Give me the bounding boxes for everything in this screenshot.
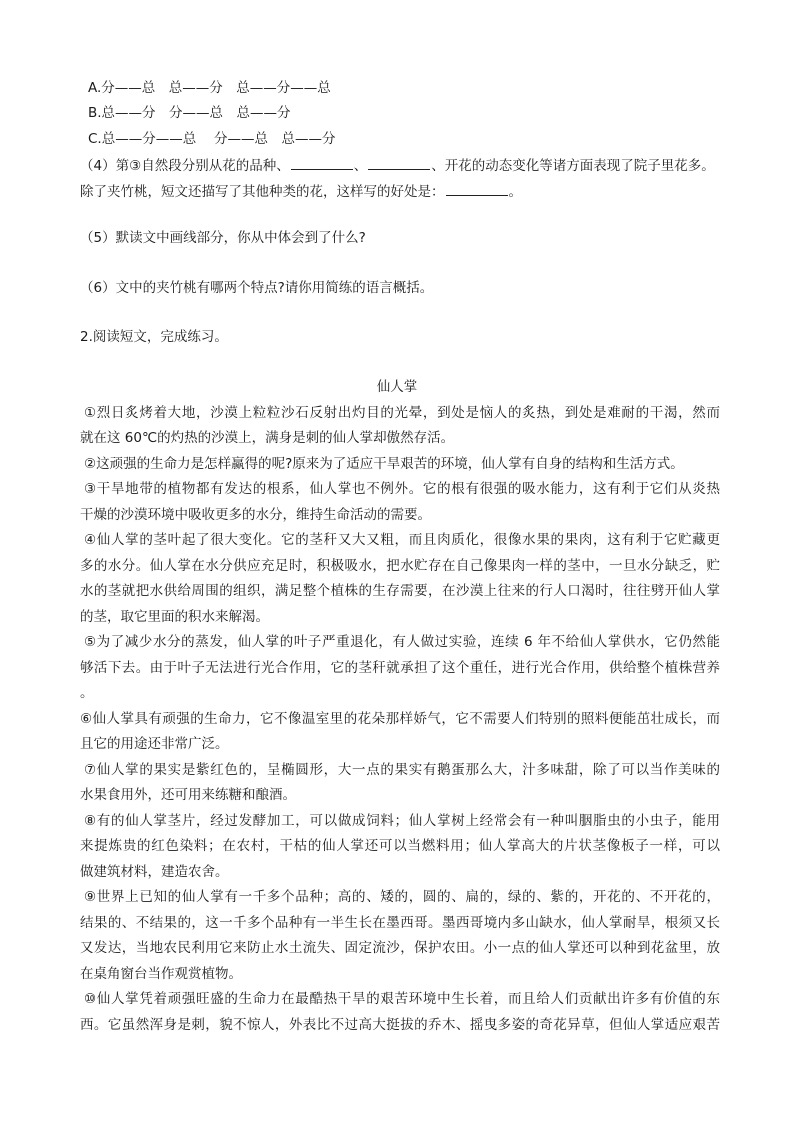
question-4-text-5: 。 — [508, 184, 522, 200]
article-line: ②这顽强的生命力是怎样赢得的呢?原来为了适应干旱艰苦的环境，仙人掌有自身的结构和生活方式。 — [84, 456, 684, 472]
article-line: 结果的、不结果的，这一千多个品种有一半生长在墨西哥。墨西哥境内多山缺水，仙人掌耐旱，根须又长 — [80, 915, 720, 931]
article-line: ④仙人掌的茎叶起了很大变化。它的茎秆又大又粗，而且肉质化，很像水果的果肉，这有利于它贮藏更 — [84, 532, 720, 548]
article-line: 够活下去。由于叶子无法进行光合作用，它的茎秆就承担了这个重任，进行光合作用，供给整个植株营养 — [80, 660, 720, 676]
question-4-line-2 — [80, 181, 522, 201]
article-line: 水果食用外，还可用来练糖和酿酒。 — [80, 787, 296, 803]
option-c: C.总——分——总 分——总 总——分 — [88, 131, 336, 147]
answer-blank-2[interactable] — [368, 155, 430, 170]
question-4-text-4: 除了夹竹桃，短文还描写了其他种类的花，这样写的好处是： — [80, 184, 445, 200]
question-4-line-1 — [80, 155, 715, 175]
article-line: 又发达，当地农民利用它来防止水土流失、固定流沙，保护农田。小一点的仙人掌还可以种到花盆里，放 — [80, 940, 720, 956]
option-a: A.分——总 总——分 总——分——总 — [88, 80, 331, 96]
option-b: B.总——分 分——总 总——分 — [88, 105, 291, 121]
article-line: ⑤为了减少水分的蒸发，仙人掌的叶子严重退化，有人做过实验，连续 6 年不给仙人掌供水，它仍然能 — [84, 634, 720, 650]
article-line: ⑥仙人掌具有顽强的生命力，它不像温室里的花朵那样娇气，它不需要人们特别的照料便能茁壮成长，而 — [80, 711, 720, 727]
article-line: 西。它虽然浑身是刺，貌不惊人，外表比不过高大挺拔的乔木、摇曳多姿的奇花异草，但仙人掌适应艰苦 — [80, 1017, 720, 1033]
article-line: 。 — [80, 685, 94, 701]
article-line: ①烈日炙烤着大地，沙漠上粒粒沙石反射出灼目的光晕，到处是恼人的炙热，到处是难耐的干渴，然而 — [84, 405, 720, 421]
question-4-text-2: 、 — [353, 158, 368, 174]
article-line: ③干旱地带的植物都有发达的根系，仙人掌也不例外。它的根有很强的吸水能力，这有利于它们从炎热 — [84, 481, 720, 497]
article-title: 仙人掌 — [376, 379, 418, 395]
article-line: 干燥的沙漠环境中吸收更多的水分，维持生命活动的需要。 — [80, 507, 431, 523]
article-line: 的茎，取它里面的积水来解渴。 — [80, 609, 269, 625]
article-line: 在桌角窗台当作观赏植物。 — [80, 966, 242, 982]
answer-blank-3[interactable] — [446, 181, 508, 196]
question-4-text-3: 、开花的动态变化等诸方面表现了院子里花多。 — [431, 158, 715, 174]
answer-blank-1[interactable] — [291, 155, 353, 170]
article-line: ⑧有的仙人掌茎片，经过发酵加工，可以做成饲料；仙人掌树上经常会有一种叫胭脂虫的小虫子，能用 — [84, 813, 720, 829]
article-line: 做建筑材料，建造农舍。 — [80, 864, 229, 880]
article-line: ⑨世界上已知的仙人掌有一千多个品种；高的、矮的，圆的、扁的，绿的、紫的，开花的、不开花的， — [84, 889, 720, 905]
article-line: 且它的用途还非常广泛。 — [80, 736, 229, 752]
question-2-intro: 2.阅读短文，完成练习。 — [80, 329, 228, 345]
article-line: ⑦仙人掌的果实是紫红色的，呈椭圆形，大一点的果实有鹅蛋那么大，汁多味甜，除了可以当作美味的 — [84, 762, 720, 778]
article-line: ⑩仙人掌凭着顽强旺盛的生命力在最酷热干旱的艰苦环境中生长着，而且给人们贡献出许多有价值的东 — [84, 991, 720, 1007]
question-5: （5）默读文中画线部分，你从中体会到了什么? — [80, 230, 366, 246]
article-line: 水的茎就把水供给周围的组织，满足整个植株的生存需要，在沙漠上往来的行人口渴时，往往劈开仙人掌 — [80, 583, 720, 599]
article-line: 就在这 60℃的灼热的沙漠上，满身是刺的仙人掌却傲然存活。 — [80, 430, 455, 446]
article-line: 多的水分。仙人掌在水分供应充足时，积极吸水，把水贮存在自己像果肉一样的茎中，一旦水分缺乏，贮 — [80, 558, 720, 574]
article-line: 来提炼贵的红色染料；在农村，干枯的仙人掌还可以当燃料用；仙人掌高大的片状茎像板子一样，可以 — [80, 838, 720, 854]
question-6: （6）文中的夹竹桃有哪两个特点?请你用简练的语言概括。 — [80, 280, 434, 296]
question-4-text-1: （4）第③自然段分别从花的品种、 — [80, 158, 290, 174]
